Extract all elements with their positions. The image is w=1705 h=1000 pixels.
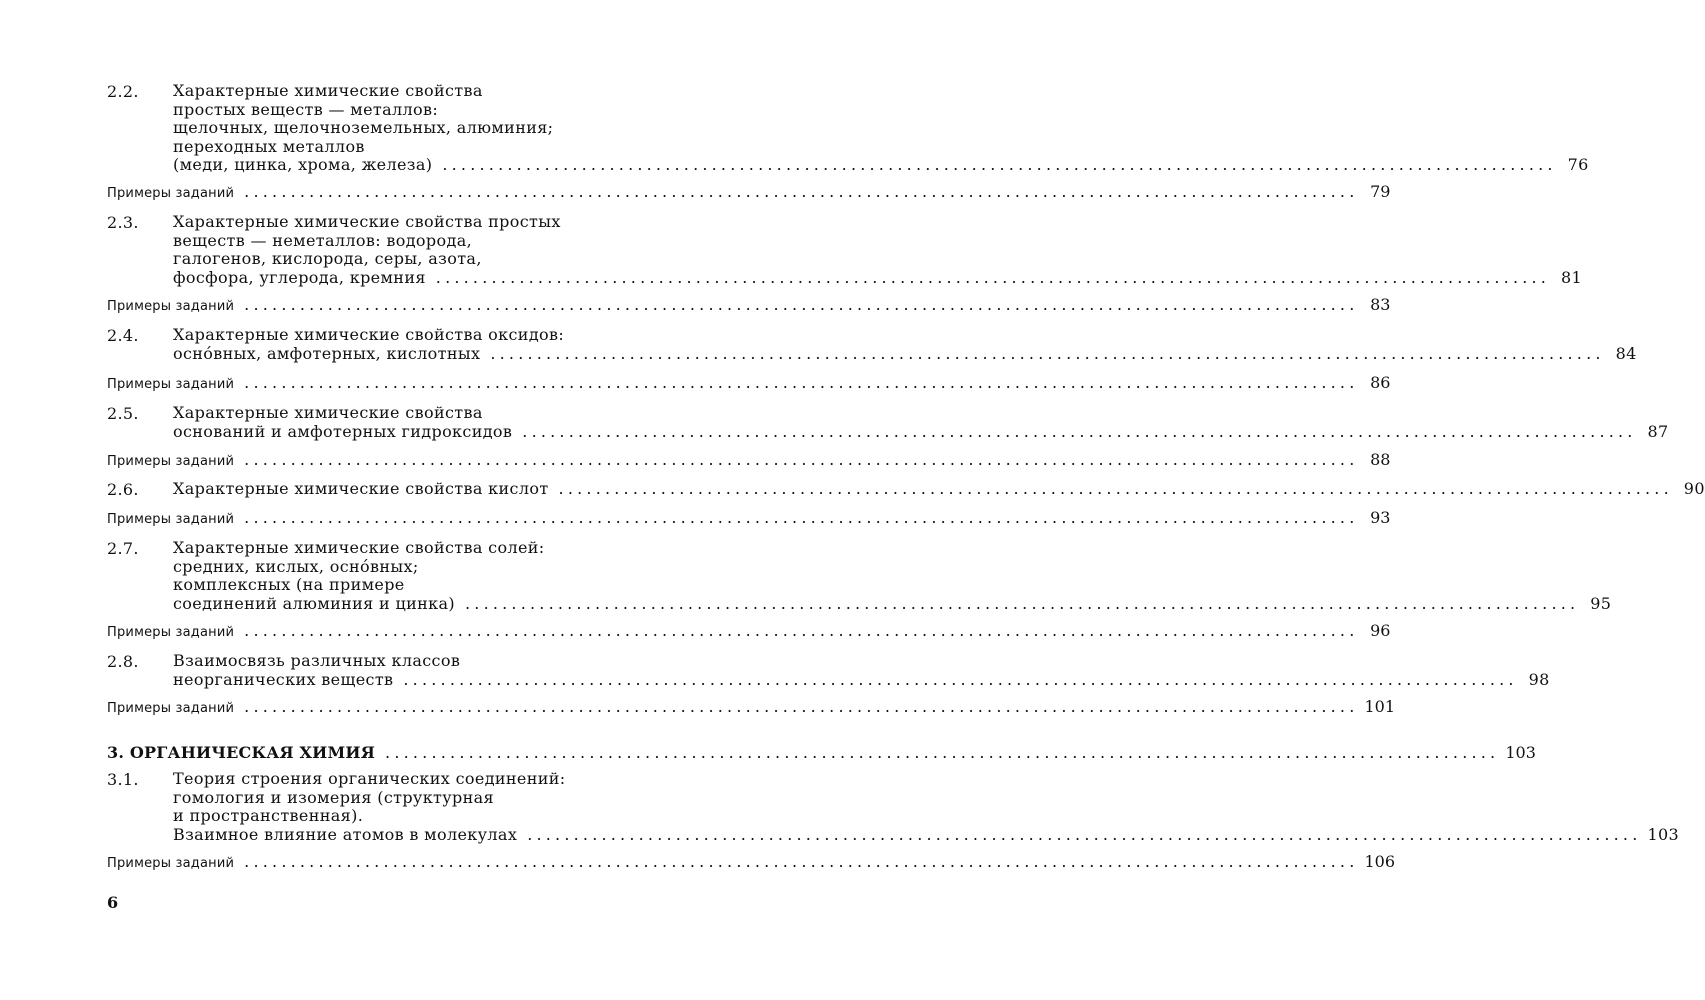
title-line: Взаимосвязь различных классов <box>173 651 461 670</box>
dot-leader: ........................................................................................................................ <box>403 669 1518 689</box>
page-number: 103 <box>1505 743 1536 762</box>
examples-label: Примеры заданий <box>107 454 235 469</box>
examples-label: Примеры заданий <box>107 377 235 392</box>
section-title <box>173 479 1705 499</box>
page-number: 90 <box>1683 479 1705 498</box>
page-number: 93 <box>1370 508 1391 527</box>
chapter-heading <box>107 743 1536 762</box>
section-title <box>173 81 1589 175</box>
examples-entry <box>107 508 1391 527</box>
examples-label: Примеры заданий <box>107 625 235 640</box>
title-line: фосфора, углерода, кремния <box>173 267 426 287</box>
section-number: 2.7. <box>107 539 139 558</box>
title-line: средних, кислых, осно́вных; <box>173 556 419 576</box>
page-number: 88 <box>1370 450 1391 469</box>
title-line: комплексных (на примере <box>173 575 405 594</box>
title-line: осно́вных, амфотерных, кислотных <box>173 343 481 363</box>
dot-leader: ........................................................................................................................ <box>558 479 1673 498</box>
dot-leader: ........................................................................................................................ <box>527 824 1642 844</box>
page-number: 84 <box>1615 343 1637 363</box>
dot-leader: ........................................................................................................................ <box>465 593 1580 613</box>
title-line: простых веществ — металлов: <box>173 99 439 119</box>
examples-label: Примеры заданий <box>107 512 235 527</box>
title-line: и пространственная). <box>173 806 364 825</box>
dot-leader: ........................................................................................................................ <box>435 267 1551 287</box>
examples-entry <box>107 295 1391 314</box>
title-line: неорганических веществ <box>173 669 394 689</box>
section-title <box>173 212 1583 287</box>
title-line: Взаимное влияние атомов в молекулах <box>173 824 518 844</box>
section-title <box>173 403 1669 441</box>
examples-entry <box>107 697 1396 716</box>
dot-leader: ........................................................................................................................ <box>244 852 1359 871</box>
page-number: 98 <box>1528 669 1550 689</box>
examples-entry <box>107 852 1396 871</box>
section-title <box>173 325 1637 363</box>
title-line: щелочных, щелочноземельных, алюминия; <box>173 118 554 137</box>
section-number: 2.4. <box>107 326 139 345</box>
title-line: Характерные химические свойства оксидов: <box>173 325 565 344</box>
examples-label: Примеры заданий <box>107 701 235 716</box>
dot-leader: ........................................................................................................................ <box>244 508 1359 527</box>
dot-leader: ........................................................................................................................ <box>244 621 1359 640</box>
examples-entry <box>107 450 1391 469</box>
section-number: 2.5. <box>107 404 139 423</box>
page-number: 101 <box>1364 697 1396 716</box>
dot-leader: ........................................................................................................................ <box>385 743 1500 762</box>
page-number: 76 <box>1567 155 1589 174</box>
section-number: 3.1. <box>107 770 139 789</box>
examples-label: Примеры заданий <box>107 856 235 871</box>
page-folio: 6 <box>107 893 119 912</box>
section-title <box>173 651 1550 689</box>
section-title <box>173 538 1612 613</box>
examples-entry <box>107 621 1391 640</box>
dot-leader: ........................................................................................................................ <box>244 295 1359 314</box>
chapter-title: 3. ОРГАНИЧЕСКАЯ ХИМИЯ <box>107 743 376 762</box>
section-number: 2.2. <box>107 82 139 101</box>
dot-leader: ........................................................................................................................ <box>244 182 1359 201</box>
title-line: Характерные химические свойства <box>173 81 483 100</box>
dot-leader: ........................................................................................................................ <box>442 155 1557 174</box>
page-number: 83 <box>1370 295 1391 314</box>
title-line: Характерные химические свойства <box>173 403 483 422</box>
title-line: гомология и изомерия (структурная <box>173 787 494 807</box>
dot-leader: ........................................................................................................................ <box>244 373 1359 392</box>
section-number: 2.6. <box>107 480 139 499</box>
dot-leader: ........................................................................................................................ <box>490 343 1605 363</box>
title-line: галогенов, кислорода, серы, азота, <box>173 249 482 268</box>
dot-leader: ........................................................................................................................ <box>522 421 1637 441</box>
page-number: 87 <box>1647 421 1669 441</box>
title-line: переходных металлов <box>173 136 365 156</box>
examples-label: Примеры заданий <box>107 299 235 314</box>
page-number: 106 <box>1364 852 1396 871</box>
title-line: Характерные химические свойства кислот <box>173 479 549 498</box>
title-line: соединений алюминия и цинка) <box>173 593 455 613</box>
title-line: (меди, цинка, хрома, железа) <box>173 155 433 174</box>
page-number: 95 <box>1590 593 1612 613</box>
page-number: 103 <box>1647 824 1680 844</box>
title-line: Характерные химические свойства солей: <box>173 538 545 557</box>
dot-leader: ........................................................................................................................ <box>244 450 1359 469</box>
page-number: 81 <box>1561 267 1583 287</box>
examples-label: Примеры заданий <box>107 186 235 201</box>
examples-entry <box>107 182 1391 201</box>
title-line: веществ — неметаллов: водорода, <box>173 230 473 250</box>
title-line: Характерные химические свойства простых <box>173 212 561 231</box>
page-number: 79 <box>1370 182 1391 201</box>
title-line: Теория строения органических соединений: <box>173 769 566 788</box>
examples-entry <box>107 373 1391 392</box>
page-number: 86 <box>1370 373 1391 392</box>
section-number: 2.3. <box>107 213 139 232</box>
title-line: оснований и амфотерных гидроксидов <box>173 421 513 441</box>
section-number: 2.8. <box>107 652 139 671</box>
dot-leader: ........................................................................................................................ <box>244 697 1359 716</box>
page-number: 96 <box>1370 621 1391 640</box>
section-title <box>173 769 1680 844</box>
